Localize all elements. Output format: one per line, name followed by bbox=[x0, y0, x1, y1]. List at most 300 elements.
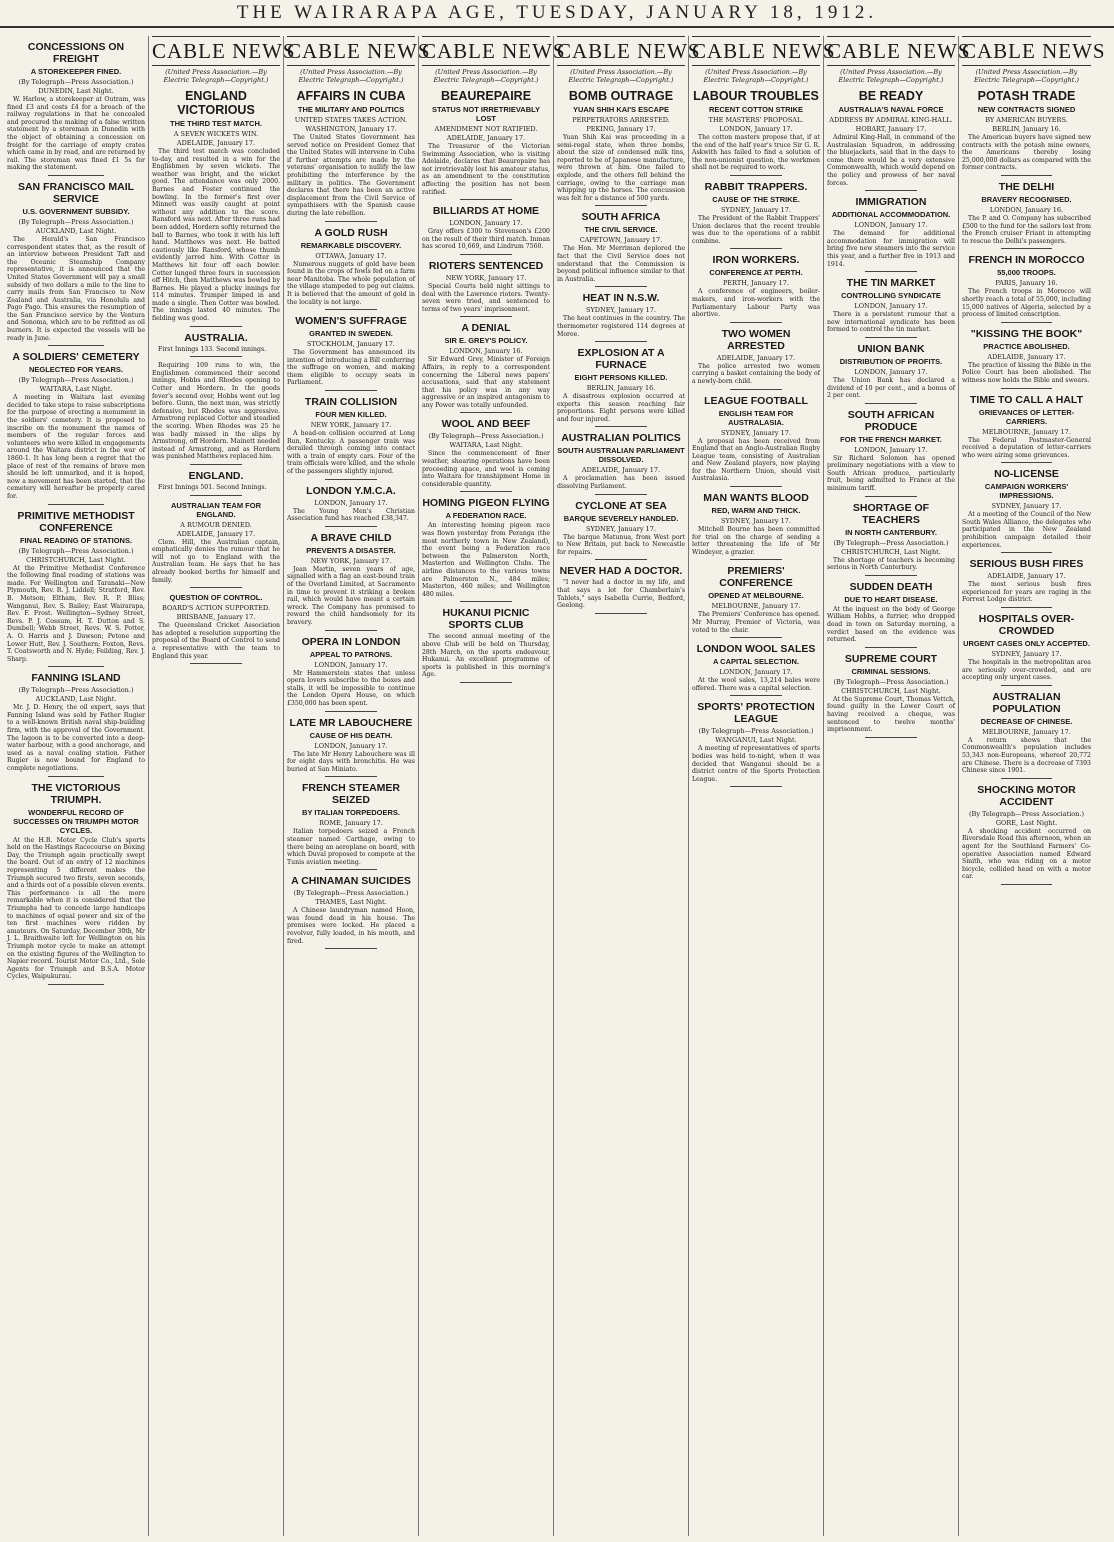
news-story bbox=[692, 643, 820, 696]
story-body: The Union Bank has declared a dividend of 10 per cent., and a bonus of 2 per cent. bbox=[827, 376, 955, 400]
story-body: At the inquest on the body of George William Hobbs, a furrier, who dropped dead in town on Saturday morning, a verdict based on the evidence was returned. bbox=[827, 605, 955, 644]
story-dateline: ADELAIDE, January 17. bbox=[987, 572, 1066, 581]
story-headline: POTASH TRADE bbox=[977, 89, 1076, 103]
news-story bbox=[692, 328, 820, 390]
news-story bbox=[557, 500, 685, 561]
story-body: A conference of engineers, boiler-makers, and iron-workers with the Parliamentary Labour Party was abortive. bbox=[692, 288, 820, 319]
agency-credit: (United Press Association.—By Electric Telegraph—Copyright.) bbox=[568, 68, 674, 84]
news-story bbox=[962, 613, 1091, 686]
news-story bbox=[287, 875, 415, 949]
agency-credit: (United Press Association.—By Electric Telegraph—Copyright.) bbox=[838, 68, 944, 84]
story-subheadline: FOUR MEN KILLED. bbox=[315, 410, 387, 420]
story-divider bbox=[865, 496, 916, 497]
story-body: The Queensland Cricket Association has adopted a resolution supporting the proposal of the Board of Control to send a representative with the team to England this year. bbox=[152, 622, 280, 660]
agency-credit: (United Press Association.—By Electric Telegraph—Copyright.) bbox=[163, 68, 269, 84]
story-divider bbox=[460, 199, 511, 200]
story-subheadline: BY ITALIAN TORPEDOERS. bbox=[302, 808, 400, 818]
story-dateline: MELBOURNE, January 17. bbox=[982, 427, 1071, 436]
story-headline: THE DELHI bbox=[998, 180, 1055, 193]
story-subheadline: AUSTRALIAN TEAM FOR ENGLAND. bbox=[171, 500, 261, 519]
story-body: The third test match was concluded to-day, and resulted in a win for the Englishmen by seven wickets. The weather was bright, and the wicket good. The attendance was only 2000. Barnes and Foster continued the bowling. In the former's first over Minnett was easily caught at point without any addition to the score. Ransford was next. After three runs had been added, Hordern softly returned the ball to Barnes, who took it with his left hand. Matthews was next. He batted cautiously like Ransford, whose thumb evidently jarred him. With Cotter in Matthews hit four off each bowler. Cotter lunged three fours in succession off Hitch, then Matthews was bowled by Barnes. He played a plucky innings for 114 minutes. Trumper limped in and made a single. Then Cotter was bowled. The innings lasted 40 minutes. The fielding was good. bbox=[152, 148, 280, 323]
story-headline: IMMIGRATION bbox=[855, 196, 927, 209]
story-subheadline: CAMPAIGN WORKERS' IMPRESSIONS. bbox=[984, 482, 1069, 501]
story-body: Mr Hammerstein states that unless opera lovers subscribe to the boxes and stalls, it will be impossible to continue the London Opera House, on which £350,000 has been spent. bbox=[287, 669, 415, 707]
story-headline: LONDON WOOL SALES bbox=[696, 643, 816, 656]
story-subheadline: OPENED AT MELBOURNE. bbox=[708, 591, 804, 601]
story-credit: ADDRESS BY ADMIRAL KING-HALL. bbox=[829, 116, 953, 124]
story-subheadline: GRANTED IN SWEDEN. bbox=[309, 329, 393, 339]
story-divider bbox=[595, 559, 646, 560]
story-dateline: CHRISTCHURCH, Last Night. bbox=[841, 686, 941, 695]
story-subheadline: CAUSE OF HIS DEATH. bbox=[309, 730, 393, 740]
story-headline: SOUTH AFRICAN PRODUCE bbox=[847, 408, 935, 433]
story-divider bbox=[325, 221, 376, 222]
story-headline: SHOCKING MOTOR ACCIDENT bbox=[977, 783, 1076, 808]
story-subheadline: APPEAL TO PATRONS. bbox=[309, 649, 393, 659]
story-dateline: PARIS, January 16. bbox=[995, 279, 1058, 288]
story-subheadline: BRAVERY RECOGNISED. bbox=[981, 194, 1072, 204]
story-body: At a meeting of the Council of the New South Wales Alliance, the delegates who participated in the New Zealand prohibition campaign detailed their experiences. bbox=[962, 511, 1091, 549]
story-divider bbox=[1001, 884, 1053, 885]
story-headline: HOSPITALS OVER-CROWDED bbox=[978, 613, 1075, 638]
story-subheadline: DECREASE OF CHINESE. bbox=[980, 716, 1073, 726]
story-subheadline: CAUSE OF THE STRIKE. bbox=[712, 194, 800, 204]
story-headline: CONCESSIONS ON FREIGHT bbox=[27, 41, 125, 65]
story-dateline: HOBART, January 17. bbox=[855, 125, 927, 133]
story-subheadline: A FEDERATION RACE. bbox=[445, 511, 527, 521]
story-dateline: NEW YORK, January 17. bbox=[310, 421, 392, 430]
story-headline: FRENCH STEAMER SEIZED bbox=[301, 782, 400, 807]
news-story bbox=[962, 784, 1091, 885]
story-body: A meeting of representatives of sports bodies was held to-night, when it was decided that Wanganui should be a district centre of the Sports Protection League. bbox=[692, 745, 820, 783]
story-headline: HEAT IN N.S.W. bbox=[582, 292, 660, 305]
story-divider bbox=[730, 175, 781, 176]
story-body: A return shows that the Commonwealth's population includes 53,343 non-Europeans, whereof 20,772 are Chinese. There is a decrease of 7393 Chinese since 1901. bbox=[962, 736, 1091, 775]
story-body: Italian torpedoers seized a French steamer named Carthage, owing to there being an aeroplane on board, with which Duval proposed to compete at the Tunis aviation meeting. bbox=[287, 828, 415, 866]
story-subheadline: CONTROLLING SYNDICATE bbox=[841, 291, 941, 301]
story-dateline: SYDNEY, January 17. bbox=[721, 428, 791, 437]
story-dateline: NEW YORK, January 17. bbox=[445, 273, 527, 282]
news-story bbox=[7, 782, 145, 985]
news-story bbox=[962, 181, 1091, 249]
story-body: The United States Government has served notice on President Gomez that the United States will intervene in Cuba if further attempts are made by the veterans' organisation to nullify the law prohibiting the interference by the military in politics. The Government declares that there has been an active displacement from the Civil Service of sympathisers with the Spanish cause during the late rebellion. bbox=[287, 134, 415, 217]
story-divider bbox=[595, 286, 646, 287]
story-headline: SPORTS' PROTECTION LEAGUE bbox=[697, 701, 815, 726]
story-dateline: SYDNEY, January 17. bbox=[721, 517, 791, 526]
news-story bbox=[422, 205, 550, 255]
story-subheadline: GRIEVANCES OF LETTER-CARRIERS. bbox=[978, 407, 1075, 426]
story-divider bbox=[325, 711, 376, 712]
news-column-6 bbox=[689, 36, 836, 1536]
story-dateline: ADELAIDE, January 17. bbox=[581, 466, 661, 475]
story-divider bbox=[730, 559, 781, 560]
story-divider bbox=[1001, 248, 1053, 249]
story-body: A head-on collision occurred at Long Run, Kentucky. A passenger train was derailed through coming into contact with a train of empty cars. Four of the train officials were killed, and the whole of the passengers slightly injured. bbox=[287, 430, 415, 476]
story-subheadline: PREVENTS A DISASTER. bbox=[306, 545, 396, 555]
masthead: THE WAIRARAPA AGE, TUESDAY, JANUARY 18, 1912. bbox=[0, 0, 1114, 28]
story-headline: FRENCH IN MOROCCO bbox=[968, 254, 1085, 267]
story-body: The President of the Rabbit Trappers' Union declares that the recent trouble was due to the operations of a rabbit combine. bbox=[692, 214, 820, 245]
story-body: Gray offers £300 to Stevenson's £200 on the result of their third match. Inman has scored 10,669, and Lindrum 7560. bbox=[422, 228, 550, 251]
story-headline: SOUTH AFRICA bbox=[581, 211, 661, 224]
story-credit: (By Telegraph—Press Association.) bbox=[969, 809, 1084, 818]
story-dateline: WASHINGTON, January 17. bbox=[305, 125, 397, 133]
story-subheadline: SOUTH AUSTRALIAN PARLIAMENT DISSOLVED. bbox=[557, 446, 685, 465]
story-body: There is a persistent rumour that a new international syndicate has been formed to control the tin market. bbox=[827, 311, 955, 334]
story-credit: PERPETRATORS ARRESTED. bbox=[572, 116, 670, 124]
story-dateline: STOCKHOLM, January 17. bbox=[307, 340, 395, 349]
story-headline: FANNING ISLAND bbox=[31, 672, 121, 685]
story-body: The late Mr Henry Labouchere was ill for eight days with bronchitis. He was buried at San Miniato. bbox=[287, 750, 415, 773]
story-subheadline: THE THIRD TEST MATCH. bbox=[170, 119, 262, 128]
news-story bbox=[962, 328, 1091, 389]
news-story bbox=[287, 227, 415, 311]
story-divider bbox=[48, 504, 103, 505]
story-body: At the Primitive Methodist Conference the following final reading of stations was made. For Wellington and Taranaki—New Plymouth, Rev. R. J. Liddell; Stratford, Rev. B. Metson; Eltham, Rev. R. P. Bliss; Wanganui, Rev. S. Bailey; East Wairarapa, Rev. F. Frost. Wellington—Sydney Street, Revs. P. J. Cossum, H. T. Dutton and S. Dumbell; Webb Street, Revs. W. S. Potter, A. O. Harris and J. Dawson; Petone and Lower Hutt, Rev. J. Southern; Foxton, Revs. T. Coatsworth and N. Hyde; Feilding, Rev. J. Sharp. bbox=[7, 564, 145, 663]
news-story bbox=[692, 395, 820, 488]
news-story bbox=[962, 468, 1091, 553]
story-subheadline: NEGLECTED FOR YEARS. bbox=[28, 365, 124, 375]
story-divider bbox=[190, 587, 241, 588]
cable-news-banner: CABLE NEWS bbox=[557, 36, 685, 66]
story-body: The Government has announced its intention of introducing a Bill conferring the suffrage on women, and making them eligible to occupy seats in Parliament. bbox=[287, 349, 415, 387]
columns-container bbox=[4, 36, 1110, 1536]
story-subheadline: FINAL READING OF STATIONS. bbox=[19, 535, 133, 545]
news-story bbox=[152, 89, 280, 327]
story-headline: CYCLONE AT SEA bbox=[575, 499, 667, 512]
story-body: The second annual meeting of the above Club will be held on Thursday, 28th March, on the sports endeavour, Hukanui. An excellent programme of sports is published in this morning's Age. bbox=[422, 633, 550, 679]
story-divider bbox=[1001, 778, 1053, 779]
story-headline: HUKANUI PICNIC SPORTS CLUB bbox=[442, 607, 530, 632]
story-dateline: CHRISTCHURCH, Last Night. bbox=[26, 555, 126, 564]
story-body: Since the commencement of finer weather, shearing operations have been proceeding apace, and wool is coming into Waitara for transhipment Home in considerable quantity. bbox=[422, 450, 550, 488]
story-headline: TWO WOMEN ARRESTED bbox=[721, 327, 791, 352]
story-divider bbox=[460, 682, 511, 683]
story-headline: TRAIN COLLISION bbox=[304, 396, 398, 409]
news-story bbox=[962, 89, 1091, 176]
story-dateline: DUNEDIN, Last Night. bbox=[38, 87, 114, 95]
news-story bbox=[827, 502, 955, 576]
news-story bbox=[422, 322, 550, 413]
story-divider bbox=[730, 637, 781, 638]
story-body: The Hon. Mr Merriman deplored the fact that the Civil Service does not understand that the Commission is beyond political influence similar to that in Australia. bbox=[557, 245, 685, 283]
story-body: The shortage of teachers is becoming serious in North Canterbury. bbox=[827, 556, 955, 572]
story-body: Special Courts held night sittings to deal with the Lawrence rioters. Twenty-seven were tried, and sentenced to terms of two years' imprisonment. bbox=[422, 282, 550, 313]
story-headline: ENGLAND. bbox=[188, 469, 244, 482]
story-dateline: LONDON, January 17. bbox=[314, 498, 388, 507]
story-headline: SHORTAGE OF TEACHERS bbox=[852, 501, 930, 526]
story-headline: SERIOUS BUSH FIRES bbox=[969, 558, 1084, 571]
story-body: The most serious bush fires experienced for years are raging in the Forrest Lodge district. bbox=[962, 581, 1091, 604]
story-divider bbox=[730, 389, 781, 390]
news-story bbox=[152, 332, 280, 358]
story-dateline: PEKING, January 17. bbox=[586, 125, 656, 133]
story-dateline: AUCKLAND, Last Night. bbox=[35, 226, 117, 235]
story-body: Sir Edward Grey, Minister of Foreign Affairs, in reply to a correspondent concerning the Liberal news papers' accusations, said that any statement that his policy was in any way aggressive or an inspired antagonism to any Power was totally unfounded. bbox=[422, 356, 550, 409]
agency-credit: (United Press Association.—By Electric Telegraph—Copyright.) bbox=[433, 68, 539, 84]
news-story bbox=[692, 701, 820, 787]
story-divider bbox=[1001, 388, 1053, 389]
story-dateline: THAMES, Last Night. bbox=[315, 898, 387, 907]
story-subheadline: STATUS NOT IRRETRIEVABLY LOST bbox=[431, 105, 541, 123]
news-story bbox=[7, 181, 145, 346]
news-story bbox=[7, 41, 145, 176]
story-dateline: AUCKLAND, Last Night. bbox=[35, 695, 117, 704]
story-body: The Premiers' Conference has opened. Mr Murray, Premier of Victoria, was voted to the chair. bbox=[692, 611, 820, 634]
story-headline: A DENIAL bbox=[461, 322, 511, 335]
story-headline: A GOLD RUSH bbox=[314, 226, 388, 239]
story-headline: THE VICTORIOUS TRIUMPH. bbox=[31, 781, 121, 806]
news-story bbox=[422, 260, 550, 317]
story-divider bbox=[325, 948, 376, 949]
story-headline: LEAGUE FOOTBALL bbox=[704, 394, 808, 407]
news-story bbox=[692, 181, 820, 249]
story-subheadline: IN NORTH CANTERBURY. bbox=[845, 527, 937, 537]
news-story bbox=[692, 254, 820, 322]
news-story bbox=[827, 196, 955, 272]
story-credit: (By Telegraph—Press Association.) bbox=[18, 78, 134, 86]
news-story bbox=[422, 89, 550, 200]
news-column-7 bbox=[824, 36, 971, 1536]
story-credit: (By Telegraph—Press Association.) bbox=[428, 432, 544, 441]
story-credit: A SEVEN WICKETS WIN. bbox=[173, 130, 259, 138]
story-dateline: GORE, Last Night. bbox=[995, 818, 1058, 827]
story-dateline: LONDON, January 17. bbox=[854, 367, 928, 376]
story-dateline: SYDNEY, January 17. bbox=[991, 650, 1062, 659]
story-divider bbox=[865, 737, 916, 738]
story-headline: SUPREME COURT bbox=[844, 652, 938, 665]
story-divider bbox=[1001, 322, 1053, 323]
story-body: At the Supreme Court, Thomas Vettch, found guilty in the Lower Court of having received a cheque, was sentenced to twelve months' imprisonment. bbox=[827, 695, 955, 734]
story-divider bbox=[190, 356, 241, 357]
story-divider bbox=[865, 403, 916, 404]
story-divider bbox=[190, 464, 241, 465]
story-headline: A BRAVE CHILD bbox=[310, 531, 392, 544]
story-subheadline: FOR THE FRENCH MARKET. bbox=[840, 434, 942, 444]
story-body: First Innings 501. Second Innings. bbox=[158, 483, 267, 491]
story-headline: PREMIERS' CONFERENCE bbox=[719, 565, 793, 590]
story-dateline: BERLIN, January 16. bbox=[586, 384, 656, 393]
story-headline: WOOL AND BEEF bbox=[441, 418, 531, 431]
story-subheadline: PRACTICE ABOLISHED. bbox=[983, 341, 1070, 351]
story-subheadline: DISTRIBUTION OF PROFITS. bbox=[839, 356, 943, 366]
story-credit: UNITED STATES TAKES ACTION. bbox=[294, 116, 408, 124]
story-headline: EXPLOSION AT A FURNACE bbox=[577, 347, 665, 372]
story-divider bbox=[460, 491, 511, 492]
news-story bbox=[287, 396, 415, 480]
story-divider bbox=[595, 205, 646, 206]
story-body: The cotton masters propose that, if at the end of the half year's truce Sir G. R. Askwith has failed to find a solution of the non-unionist question, the workmen shall not be required to work. bbox=[692, 134, 820, 172]
story-dateline: ADELAIDE, January 17. bbox=[716, 353, 796, 362]
story-headline: AUSTRALIAN POPULATION bbox=[992, 690, 1061, 715]
story-headline: NO-LICENSE bbox=[994, 468, 1059, 481]
story-dateline: LONDON, January 17. bbox=[314, 741, 388, 750]
story-subheadline: CRIMINAL SESSIONS. bbox=[851, 666, 931, 676]
story-dateline: BERLIN, January 16. bbox=[992, 125, 1061, 133]
story-body: Mr. J. D. Henry, the oil expert, says that Fanning Island was sold by Father Rugier to a well-known British naval ship-building firm, with the approval of the Government. The lagoon is to be converted into a deep-water harbour, with a good anchorage, and used as a naval coaling station. Father Rugier is now bound for England to complete negotiations. bbox=[7, 704, 145, 773]
story-divider bbox=[595, 613, 646, 614]
story-headline: PRIMITIVE METHODIST CONFERENCE bbox=[17, 509, 135, 534]
news-story bbox=[827, 409, 955, 497]
story-credit: THE MASTERS' PROPOSAL. bbox=[708, 116, 804, 124]
story-headline: MAN WANTS BLOOD bbox=[703, 492, 809, 505]
story-divider bbox=[730, 248, 781, 249]
news-column-2 bbox=[149, 36, 296, 1536]
story-dateline: MELBOURNE, January 17. bbox=[982, 727, 1071, 736]
story-credit: (By Telegraph—Press Association.) bbox=[698, 727, 814, 736]
story-subheadline: THE MILITARY AND POLITICS bbox=[297, 105, 405, 114]
story-divider bbox=[460, 601, 511, 602]
story-credit: BY AMERICAN BUYERS. bbox=[985, 116, 1068, 124]
story-subheadline: BARQUE SEVERELY HANDLED. bbox=[563, 513, 679, 523]
news-story bbox=[287, 782, 415, 870]
news-story bbox=[557, 292, 685, 342]
news-column-8 bbox=[959, 36, 1106, 1536]
story-divider bbox=[325, 776, 376, 777]
story-body: Jean Martin, seven years of age, signalled with a flag an east-bound train of the Overland Limited, at Sacramento in time to prevent it striking a broken rail, which would have meant a certain wreck. The Company has promised to reward the child handsomely for its bravery. bbox=[287, 565, 415, 626]
story-subheadline: THE CIVIL SERVICE. bbox=[584, 225, 658, 235]
story-dateline: SYDNEY, January 17. bbox=[586, 524, 656, 533]
story-divider bbox=[460, 254, 511, 255]
story-headline: THE TIN MARKET bbox=[846, 277, 936, 290]
story-body: The French troops in Morocco will shortly reach a total of 55,000, including 15,000 natives of Algeria, selected by a process of limited conscription. bbox=[962, 288, 1091, 319]
story-divider bbox=[1001, 607, 1053, 608]
story-divider bbox=[325, 869, 376, 870]
story-headline: WOMEN'S SUFFRAGE bbox=[295, 315, 407, 328]
story-credit: A RUMOUR DENIED. bbox=[180, 520, 252, 529]
news-story bbox=[422, 497, 550, 602]
news-story bbox=[827, 89, 955, 191]
story-body: Requiring 109 runs to win, the Englishmen commenced their second innings, Hobbs and Rhodes opening to Cotter and Hordern. In the goods fever's second over, Hobbs went out leg before. Gunn, the next man, was strictly defensive, but Rhodes was aggressive. Armstrong replaced Cotter and steadied the scoring. When Rhodes was 25 he was badly missed in the slips by Armstrong, off Hordern. Mainett needed instead of Armstrong, and as Hordern was punished Matthews replaced him. bbox=[152, 362, 280, 461]
news-story bbox=[962, 558, 1091, 608]
story-divider bbox=[48, 984, 103, 985]
story-dateline: LONDON, January 17. bbox=[854, 302, 928, 311]
story-headline: A CHINAMAN SUICIDES bbox=[291, 875, 411, 888]
story-headline: NEVER HAD A DOCTOR. bbox=[559, 565, 683, 578]
news-column-3 bbox=[284, 36, 431, 1536]
story-dateline: MELBOURNE, January 17. bbox=[711, 602, 801, 611]
story-divider bbox=[730, 486, 781, 487]
story-credit: (By Telegraph—Press Association.) bbox=[18, 686, 134, 695]
story-subheadline: WONDERFUL RECORD OF SUCCESSES ON TRIUMPH MOTOR CYCLES. bbox=[13, 807, 139, 835]
story-dateline: LONDON, January 17. bbox=[719, 668, 793, 677]
news-story bbox=[7, 510, 145, 668]
story-body: The heat continues in the country. The thermometer registered 114 degrees at Moree. bbox=[557, 315, 685, 338]
agency-credit: (United Press Association.—By Electric Telegraph—Copyright.) bbox=[974, 68, 1079, 84]
story-dateline: ADELAIDE, January 17. bbox=[446, 134, 526, 142]
story-body: A shocking accident occurred on Riversdale Road this afternoon, when an agent for the Southland Farmers' Co-operative Association named Edward Smith, who was riding on a motor bicycle, collided head on with a motor car. bbox=[962, 827, 1091, 881]
story-divider bbox=[325, 630, 376, 631]
story-subheadline: A CAPITAL SELECTION. bbox=[712, 657, 800, 667]
story-divider bbox=[730, 695, 781, 696]
story-headline: SAN FRANCISCO MAIL SERVICE bbox=[17, 180, 135, 205]
story-body: The Treasurer of the Victorian Swimming Association, who is visiting Adelaide, declares that Beaurepaire has not irretrievably lost his amateur status, as an amendment to the constitution affecting the position has not been ratified. bbox=[422, 143, 550, 196]
story-subheadline: NEW CONTRACTS SIGNED bbox=[977, 105, 1076, 114]
story-body: The P. and O. Company has subscribed £500 to the fund for the sailors lost from the French cruiser Friant in attempting to rescue the Delhi's passengers. bbox=[962, 214, 1091, 245]
story-dateline: LONDON, January 17. bbox=[854, 445, 928, 454]
story-dateline: PERTH, January 17. bbox=[723, 279, 789, 288]
news-story bbox=[557, 565, 685, 613]
story-divider bbox=[460, 316, 511, 317]
news-story bbox=[7, 672, 145, 776]
story-divider bbox=[190, 495, 241, 496]
story-body: W. Harlow, a storekeeper at Outram, was fined £3 and costs £4 for a breach of the railway regulations in that he concealed and procured the making of a false written statement by a storeman in Dunedin with the object of obtaining a concession on freight for the carriage of empty crates which came in by road, and are returned by rail. The storeman was fined £1 5s for making the statement. bbox=[7, 96, 145, 172]
story-dateline: LONDON, January 17. bbox=[719, 125, 793, 133]
story-body: Admiral King-Hall, in command of the Australasian Squadron, in addressing the bluejackets, said that in the days to come there would be a very extensive Commonwealth, which would depend on the policy and prowess of her naval forces. bbox=[827, 134, 955, 187]
story-dateline: ADELAIDE, January 17. bbox=[176, 139, 256, 147]
news-story bbox=[692, 565, 820, 638]
story-subheadline: ADDITIONAL ACCOMMODATION. bbox=[831, 210, 951, 220]
story-headline: BILLIARDS AT HOME bbox=[432, 205, 540, 218]
story-divider bbox=[1001, 685, 1053, 686]
story-subheadline: U.S. GOVERNMENT SUBSIDY. bbox=[22, 206, 130, 216]
cable-news-banner: CABLE NEWS bbox=[422, 36, 550, 66]
news-story bbox=[152, 470, 280, 496]
story-dateline: SYDNEY, January 17. bbox=[991, 502, 1062, 511]
cable-news-banner: CABLE NEWS bbox=[287, 36, 415, 66]
story-headline: AUSTRALIA. bbox=[184, 331, 248, 344]
news-story bbox=[827, 277, 955, 338]
story-headline: HOMING PIGEON FLYING bbox=[422, 497, 550, 510]
story-subheadline: DUE TO HEART DISEASE. bbox=[844, 594, 938, 604]
story-body: The Federal Postmaster-General received a deputation of letter-carriers who were airing some grievances. bbox=[962, 436, 1091, 459]
story-dateline: LONDON, January 17. bbox=[314, 660, 388, 669]
story-divider bbox=[730, 786, 781, 787]
story-dateline: NEW YORK, January 17. bbox=[310, 556, 392, 565]
story-body: A proposal has been received from England that an Anglo-Australian Rugby League team, consisting of Australian and New Zealand players, now playing for the Northern Union, should visit Australasia. bbox=[692, 437, 820, 483]
story-headline: AFFAIRS IN CUBA bbox=[296, 89, 406, 103]
story-headline: RABBIT TRAPPERS. bbox=[704, 180, 808, 193]
story-divider bbox=[595, 426, 646, 427]
story-body: The Herald's San Francisco correspondent states that, as the result of an interview between President Taft and the Oceanic Steamship Company representative, it is announced that the United States Government will pay a small subsidy of two dollars a mile to the line to carry mails from San Francisco to New Zealand and Australia, via Honolulu and Pago Pago. This ensures the resumption of the San Francisco service by the Ventura and Sonoma, which are to be refitted as oil burners. It is expected the vessels will be ready in June. bbox=[7, 235, 145, 342]
story-dateline: SYDNEY, January 17. bbox=[586, 306, 656, 315]
story-divider bbox=[48, 345, 103, 346]
story-headline: A SOLDIERS' CEMETERY bbox=[12, 351, 140, 364]
cable-news-banner: CABLE NEWS bbox=[692, 36, 820, 66]
story-headline: LABOUR TROUBLES bbox=[693, 89, 819, 103]
news-story bbox=[287, 315, 415, 391]
story-divider bbox=[865, 190, 916, 191]
story-body: The hospitals in the metropolitan area are seriously over-crowded, and are accepting only urgent cases. bbox=[962, 659, 1091, 682]
story-divider bbox=[865, 271, 916, 272]
story-divider bbox=[325, 479, 376, 480]
story-body: A meeting in Waitara last evening decided to take steps to raise subscriptions for the purpose of erecting a monument in the soldiers' cemetery. It is proposed to inscribe on the monument the names of members of the regular forces and volunteers who were killed in engagements around the Waitara district in the war of 1860-1. It has long been a regret that the place of rest of the remains of brave men should be left unmarked, and it is hoped, now a movement has been started, that the cemetery will hereafter be properly cared for. bbox=[7, 394, 145, 500]
story-dateline: BRISBANE, January 17. bbox=[176, 613, 256, 622]
story-body: Mitchell Bourne has been committed for trial on the charge of sending a letter threatening the life of Mr Windeyer, a grazier. bbox=[692, 526, 820, 556]
story-dateline: CAPETOWN, January 17. bbox=[579, 236, 663, 245]
story-subheadline: A STOREKEEPER FINED. bbox=[30, 67, 122, 76]
story-headline: "KISSING THE BOOK" bbox=[970, 327, 1083, 340]
story-divider bbox=[48, 776, 103, 777]
story-headline: ENGLAND VICTORIOUS bbox=[177, 89, 255, 117]
news-story bbox=[557, 347, 685, 427]
news-story bbox=[7, 351, 145, 504]
story-body: At the H.B. Motor Cycle Club's sports held on the Hastings Racecourse on Boxing Day, the Triumph again practically swept the board. Out of an entry of 12 machines representing 5 different makes the Triumph secured two firsts, seven seconds, and a thirds out of a possible eleven events. This performance is all the more remarkable when it is considered that the Triumphs had to concede large handicaps to machines of equal power and six of the ten first machines were ridden by amateurs. On Saturday, December 30th, Mr J. L. Braithwaite left for Wellington on his Triumph motor cycle to make an attempt on the existing figures of the Wellington to Napier record. Tourist Motor Co., Ltd., Sole Agents for Triumph and B.S.A. Motor Cycles, Waipukurau. bbox=[7, 836, 145, 981]
story-dateline: WAITARA, Last Night. bbox=[449, 441, 523, 450]
story-divider bbox=[595, 341, 646, 342]
news-story bbox=[557, 89, 685, 206]
story-dateline: LONDON, January 16. bbox=[989, 205, 1064, 214]
story-body: The police arrested two women carrying a basket containing the body of a newly-born child. bbox=[692, 362, 820, 385]
story-dateline: WAITARA, Last Night. bbox=[39, 385, 113, 394]
news-story bbox=[692, 89, 820, 176]
news-column-5 bbox=[554, 36, 701, 1536]
story-divider bbox=[48, 666, 103, 667]
story-divider bbox=[865, 575, 916, 576]
story-divider bbox=[730, 322, 781, 323]
news-story bbox=[557, 432, 685, 494]
story-body: The Young Men's Christian Association fund has reached £38,347. bbox=[287, 507, 415, 523]
